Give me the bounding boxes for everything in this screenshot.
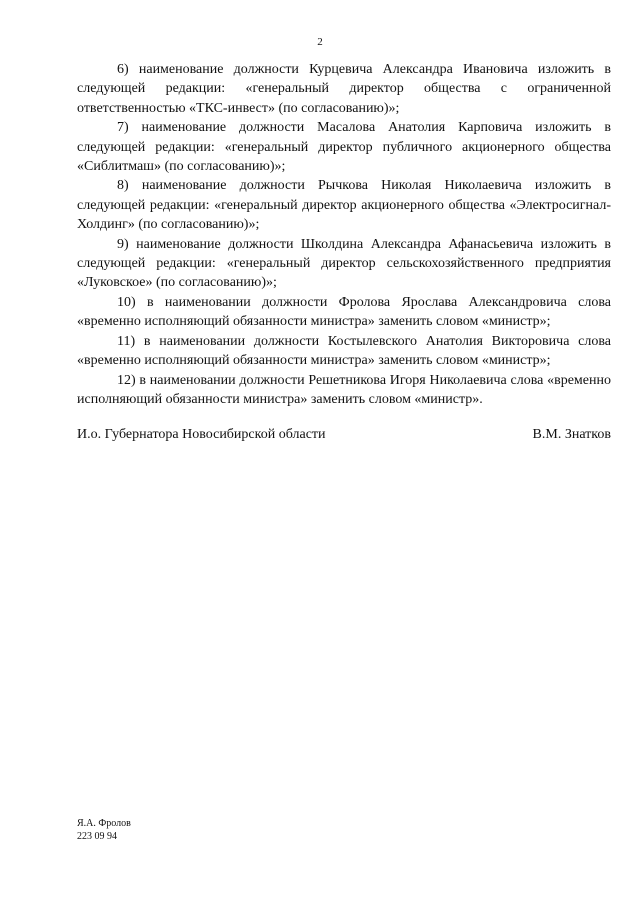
signatory-title: И.о. Губернатора Новосибирской области: [77, 427, 326, 442]
list-item: 8) наименование должности Рычкова Николая Николаевича изложить в следующей редакции: «генеральный директор акционерного общества «Электросигнал-Холдинг» (по согласованию)»;: [77, 178, 611, 233]
executor-name: Я.А. Фролов: [77, 818, 131, 829]
list-item: 7) наименование должности Масалова Анатолия Карповича изложить в следующей редакции: «генеральный директор публичного акционерного общества «Сиблитмаш» (по согласованию)»;: [77, 120, 611, 175]
executor-phone: 223 09 94: [77, 831, 117, 842]
executor-block: [77, 817, 131, 843]
list-item: 11) в наименовании должности Костылевского Анатолия Викторовича слова «временно исполняющий обязанности министра» заменить словом «министр»;: [77, 333, 611, 369]
list-item: 12) в наименовании должности Решетникова Игоря Николаевича слова «временно исполняющий обязанности министра» заменить словом «министр».: [77, 372, 611, 407]
signatory-name: В.М. Знатков: [532, 427, 611, 442]
list-item: 10) в наименовании должности Фролова Ярослава Александровича слова «временно исполняющий обязанности министра» заменить словом «министр»;: [77, 294, 611, 330]
list-item: 6) наименование должности Курцевича Александра Ивановича изложить в следующей редакции: «генеральный директор общества с ограниченной ответственностью «ТКС-инвест» (по согласованию)»;: [77, 62, 611, 116]
page-number: 2: [317, 36, 323, 48]
list-item: 9) наименование должности Школдина Александра Афанасьевича изложить в следующей редакции: «генеральный директор сельскохозяйственного предприятия «Луковское» (по согласованию)»;: [77, 236, 611, 291]
document-body: [77, 60, 611, 409]
